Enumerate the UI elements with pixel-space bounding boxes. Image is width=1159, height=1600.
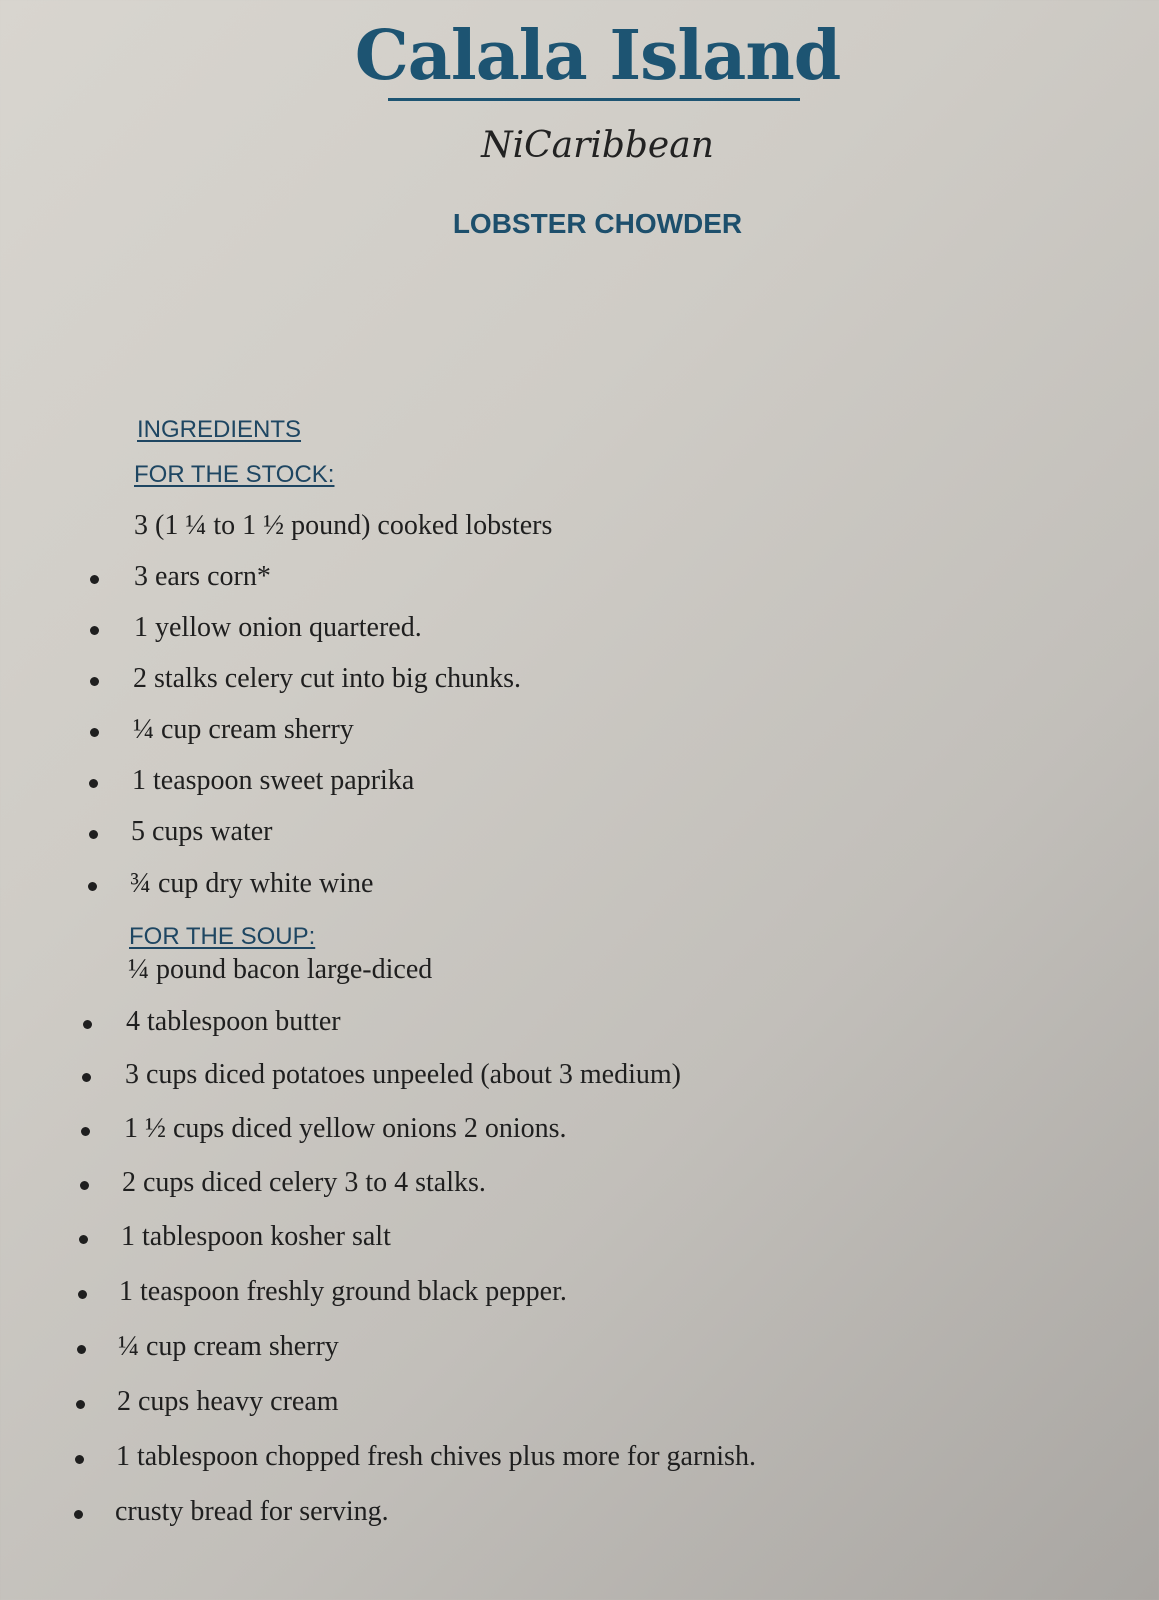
stock-item: 5 cups water — [131, 816, 273, 847]
bullet-icon — [78, 1290, 87, 1299]
bullet-icon — [75, 1455, 84, 1464]
soup-item: 4 tablespoon butter — [126, 1006, 341, 1037]
bullet-icon — [81, 1127, 90, 1136]
bullet-icon — [88, 882, 97, 891]
bullet-icon — [79, 1235, 88, 1244]
soup-item: 1 tablespoon chopped fresh chives plus more for garnish. — [116, 1441, 756, 1472]
soup-item: ¼ cup cream sherry — [118, 1331, 339, 1362]
soup-item: 1 tablespoon kosher salt — [121, 1221, 391, 1252]
stock-item: 3 ears corn* — [134, 561, 271, 592]
bullet-icon — [82, 1073, 91, 1082]
bullet-icon — [89, 779, 98, 788]
brand-rule — [388, 98, 800, 101]
bullet-icon — [90, 677, 99, 686]
bullet-icon — [80, 1181, 89, 1190]
bullet-icon — [77, 1345, 86, 1354]
brand-script: NiCaribbean — [481, 125, 714, 166]
stock-item: 1 yellow onion quartered. — [134, 612, 422, 643]
stock-item: ¾ cup dry white wine — [130, 868, 374, 899]
bullet-icon — [90, 626, 99, 635]
ingredients-heading: INGREDIENTS — [137, 416, 302, 443]
soup-item: crusty bread for serving. — [115, 1496, 389, 1527]
bullet-icon — [74, 1510, 83, 1519]
stock-heading: FOR THE STOCK: — [134, 461, 335, 488]
stock-item: 1 teaspoon sweet paprika — [132, 765, 415, 796]
soup-heading: FOR THE SOUP: — [129, 923, 316, 950]
soup-item: 2 cups heavy cream — [117, 1386, 339, 1417]
soup-lead-item: ¼ pound bacon large-diced — [128, 954, 433, 985]
soup-item: 3 cups diced potatoes unpeeled (about 3 medium) — [125, 1059, 681, 1090]
stock-lead-item: 3 (1 ¼ to 1 ½ pound) cooked lobsters — [134, 510, 553, 541]
bullet-icon — [83, 1020, 92, 1029]
bullet-icon — [90, 575, 99, 584]
stock-item: 2 stalks celery cut into big chunks. — [133, 663, 522, 694]
bullet-icon — [76, 1400, 85, 1409]
soup-item: 2 cups diced celery 3 to 4 stalks. — [122, 1167, 486, 1198]
bullet-icon — [89, 830, 98, 839]
brand-title: Calala Island — [354, 16, 841, 96]
bullet-icon — [90, 728, 99, 737]
stock-item: ¼ cup cream sherry — [133, 714, 354, 745]
recipe-title: LOBSTER CHOWDER — [452, 208, 743, 239]
soup-item: 1 ½ cups diced yellow onions 2 onions. — [124, 1113, 567, 1144]
soup-item: 1 teaspoon freshly ground black pepper. — [119, 1276, 567, 1307]
